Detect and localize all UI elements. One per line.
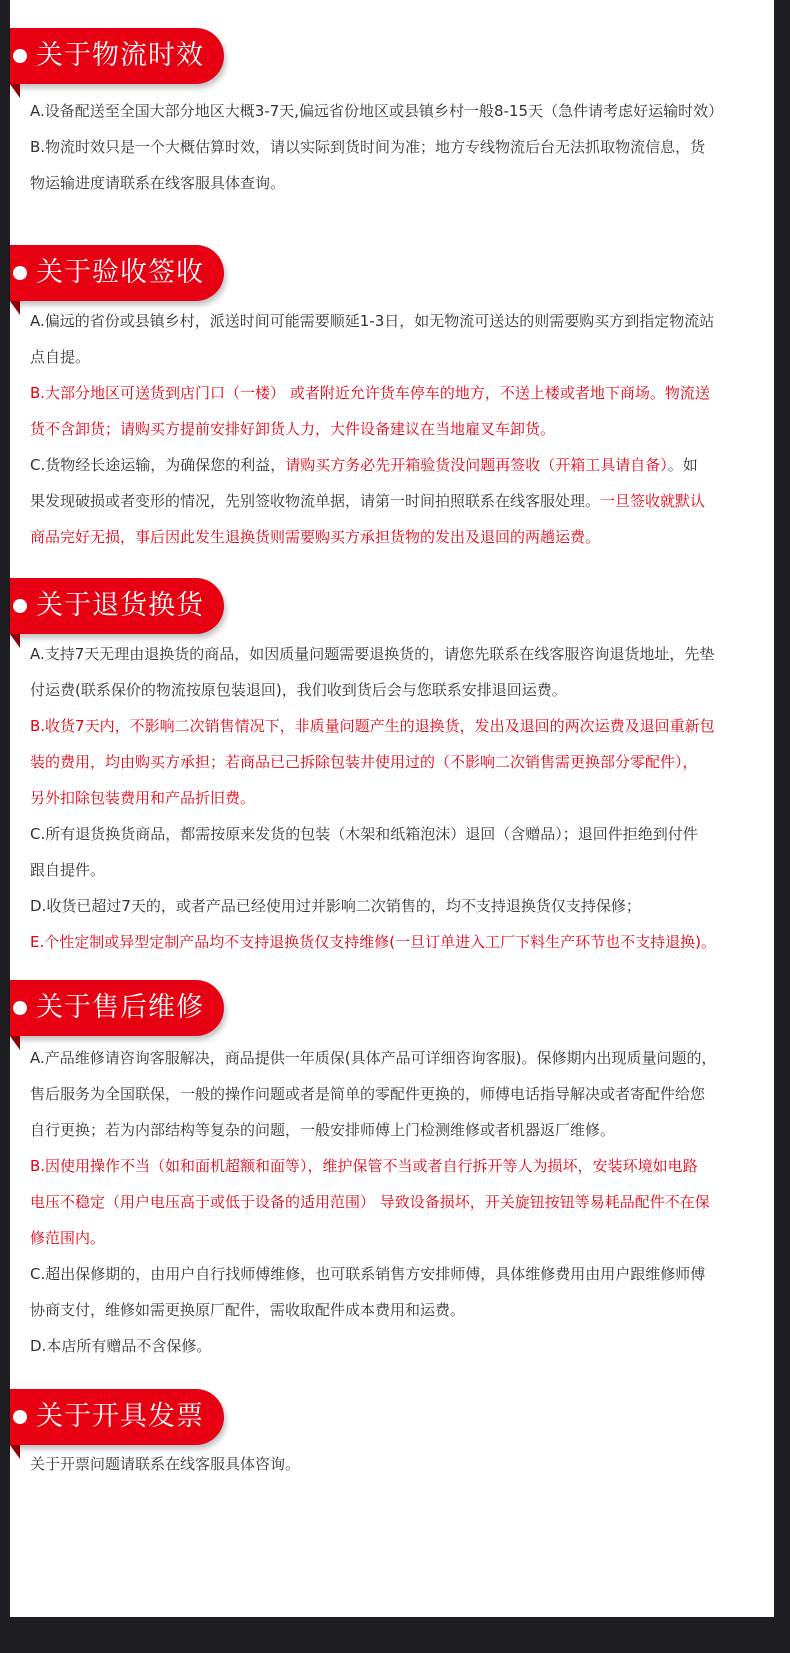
policy-line <box>30 447 740 483</box>
policy-card <box>10 0 774 1617</box>
highlight-text: E.个性定制或异型定制产品均不支持退换货仅支持维修(一旦订单进入工厂下料生产环节也不支持退换)。 <box>30 933 716 951</box>
policy-text: 点自提。 <box>30 348 91 366</box>
policy-text: 售后服务为全国联保，一般的操作问题或者是简单的零配件更换的，师傅电话指导解决或者寄配件给您 <box>30 1085 706 1103</box>
policy-text: 自行更换；若为内部结构等复杂的问题，一般安排师傅上门检测维修或者机器返厂维修。 <box>30 1121 616 1139</box>
policy-text: A.偏远的省份或县镇乡村，派送时间可能需要顺延1-3日，如无物流可送达的则需要购买方到指定物流站 <box>30 312 715 330</box>
section-title: 关于退货换货 <box>36 590 204 621</box>
bullet-dot-icon <box>13 49 27 63</box>
policy-line <box>30 411 740 447</box>
section-header-tab <box>10 980 224 1036</box>
section-header-tab <box>10 578 224 634</box>
policy-line <box>30 924 740 960</box>
bullet-dot-icon <box>13 599 27 613</box>
section-body <box>30 636 740 960</box>
policy-line <box>30 1220 740 1256</box>
policy-line <box>30 888 740 924</box>
policy-line <box>30 483 740 519</box>
policy-line <box>30 636 740 672</box>
policy-text: A.产品维修请咨询客服解决，商品提供一年质保(具体产品可详细咨询客服)。保修期内出现质量问题的， <box>30 1049 717 1067</box>
policy-line <box>30 1446 740 1482</box>
ribbon-fold-icon <box>10 1445 20 1459</box>
policy-text: C.所有退货换货商品，都需按原来发货的包装（木架和纸箱泡沫）退回（含赠品）；退回件拒绝到付件 <box>30 825 698 843</box>
bullet-dot-icon <box>13 1001 27 1015</box>
policy-line <box>30 708 740 744</box>
policy-line <box>30 744 740 780</box>
policy-text: A.支持7天无理由退换货的商品，如因质量问题需要退换货的，请您先联系在线客服咨询退货地址，先垫 <box>30 645 715 663</box>
section-title: 关于验收签收 <box>36 257 204 288</box>
policy-text: 果发现破损或者变形的情况，先别签收物流单据，请第一时间拍照联系在线客服处理。 <box>30 492 601 510</box>
policy-text: 协商支付，维修如需更换原厂配件，需收取配件成本费用和运费。 <box>30 1301 466 1319</box>
section-header-tab <box>10 1389 224 1445</box>
highlight-text: 另外扣除包装费用和产品折旧费。 <box>30 789 256 807</box>
policy-line <box>30 129 740 165</box>
policy-line <box>30 780 740 816</box>
highlight-text: 电压不稳定（用户电压高于或低于设备的适用范围） 导致设备损坏，开关旋钮按钮等易耗品配件不在保 <box>30 1193 710 1211</box>
policy-line <box>30 816 740 852</box>
policy-line <box>30 93 740 129</box>
section-title: 关于开具发票 <box>36 1401 204 1432</box>
policy-line <box>30 165 740 201</box>
policy-text: B.物流时效只是一个大概估算时效，请以实际到货时间为准；地方专线物流后台无法抓取物流信息，货 <box>30 138 706 156</box>
policy-line <box>30 1148 740 1184</box>
highlight-text: 请购买方务必先开箱验货没问题再签收（开箱工具请自备） <box>285 456 668 474</box>
policy-line <box>30 339 740 375</box>
highlight-text: B.收货7天内，不影响二次销售情况下，非质量问题产生的退换货，发出及退回的两次运费及退回重新包 <box>30 717 715 735</box>
policy-text: 付运费(联系保价的物流按原包装退回)，我们收到货后会与您联系安排退回运费。 <box>30 681 567 699</box>
policy-text: 。如 <box>667 456 698 474</box>
section-title: 关于物流时效 <box>36 40 204 71</box>
highlight-text: 一旦签收就默认 <box>600 492 706 510</box>
highlight-text: B.因使用操作不当（如和面机超额和面等），维护保管不当或者自行拆开等人为损坏，安装环境如电路 <box>30 1157 698 1175</box>
policy-line <box>30 1076 740 1112</box>
ribbon-fold-icon <box>10 301 20 315</box>
highlight-text: 货不含卸货；请购买方提前安排好卸货人力，大件设备建议在当地雇叉车卸货。 <box>30 420 556 438</box>
section-body <box>30 1040 740 1364</box>
section-header-tab <box>10 245 224 301</box>
bullet-dot-icon <box>13 266 27 280</box>
policy-text: D.本店所有赠品不含保修。 <box>30 1337 212 1355</box>
bullet-dot-icon <box>13 1410 27 1424</box>
policy-line <box>30 375 740 411</box>
section-body <box>30 303 740 555</box>
ribbon-fold-icon <box>10 84 20 98</box>
policy-line <box>30 519 740 555</box>
ribbon-fold-icon <box>10 1036 20 1050</box>
policy-text: C.货物经长途运输，为确保您的利益， <box>30 456 286 474</box>
policy-line <box>30 1184 740 1220</box>
section-header-tab <box>10 28 224 84</box>
highlight-text: B.大部分地区可送货到店门口（一楼） 或者附近允许货车停车的地方，不送上楼或者地下商场。物流送 <box>30 384 710 402</box>
section-title: 关于售后维修 <box>36 992 204 1023</box>
section-body <box>30 93 740 201</box>
policy-line <box>30 852 740 888</box>
policy-line <box>30 1040 740 1076</box>
highlight-text: 修范围内。 <box>30 1229 106 1247</box>
policy-line <box>30 672 740 708</box>
section-body <box>30 1446 740 1482</box>
policy-text: 跟自提件。 <box>30 861 106 879</box>
ribbon-fold-icon <box>10 634 20 648</box>
highlight-text: 商品完好无损，事后因此发生退换货则需要购买方承担货物的发出及退回的两趟运费。 <box>30 528 601 546</box>
policy-line <box>30 1328 740 1364</box>
policy-line <box>30 1256 740 1292</box>
policy-text: 物运输进度请联系在线客服具体查询。 <box>30 174 286 192</box>
policy-line <box>30 1112 740 1148</box>
policy-text: 关于开票问题请联系在线客服具体咨询。 <box>30 1455 301 1473</box>
highlight-text: 装的费用，均由购买方承担；若商品已己拆除包装井使用过的（不影响二次销售需更换部分零配件）， <box>30 753 698 771</box>
policy-text: D.收货已超过7天的，或者产品已经使用过并影响二次销售的，均不支持退换货仅支持保修； <box>30 897 641 915</box>
policy-text: C.超出保修期的，由用户自行找师傅维修，也可联系销售方安排师傅，具体维修费用由用户跟维修师傅 <box>30 1265 706 1283</box>
policy-text: A.设备配送至全国大部分地区大概3-7天,偏远省份地区或县镇乡村一般8-15天（急件请考虑好运输时效） <box>30 102 724 120</box>
policy-line <box>30 303 740 339</box>
policy-line <box>30 1292 740 1328</box>
